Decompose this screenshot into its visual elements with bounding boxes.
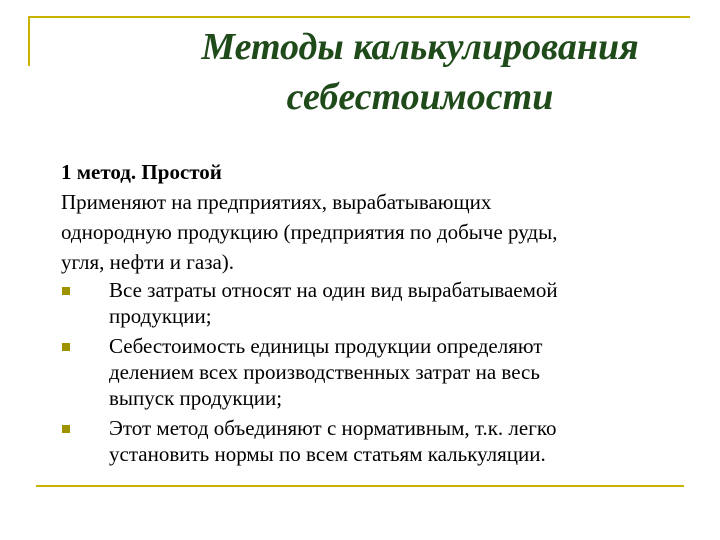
square-bullet-icon <box>62 343 70 351</box>
left-rule <box>28 16 30 66</box>
bullet-2-line-1: Себестоимость единицы продукции определяют <box>109 334 543 358</box>
slide-title <box>140 22 700 122</box>
square-bullet-icon <box>62 425 70 433</box>
intro-line-2: однородную продукцию (предприятия по добыче руды, <box>61 220 558 244</box>
bullet-3-line-1: Этот метод объединяют с нормативным, т.к. легко <box>109 416 557 440</box>
intro-line-3: угля, нефти и газа). <box>61 250 235 274</box>
bullet-3-line-2: установить нормы по всем статьям калькуляции. <box>109 442 546 466</box>
title-line-2: себестоимости <box>286 76 554 118</box>
method-heading: 1 метод. Простой <box>61 160 222 184</box>
slide-body <box>61 157 691 471</box>
bullet-1-line-1: Все затраты относят на один вид вырабатываемой <box>109 278 558 302</box>
bottom-rule <box>36 485 684 487</box>
top-rule <box>28 16 690 18</box>
square-bullet-icon <box>62 287 70 295</box>
bullet-item-1 <box>61 277 691 329</box>
bullet-1-line-2: продукции; <box>109 304 212 328</box>
bullet-item-2 <box>61 333 691 411</box>
title-line-1: Методы калькулирования <box>201 26 639 68</box>
intro-line-1: Применяют на предприятиях, вырабатывающих <box>61 190 492 214</box>
bullet-item-3 <box>61 415 691 467</box>
bullet-list <box>61 277 691 467</box>
bullet-2-line-3: выпуск продукции; <box>109 386 283 410</box>
bullet-2-line-2: делением всех производственных затрат на весь <box>109 360 540 384</box>
